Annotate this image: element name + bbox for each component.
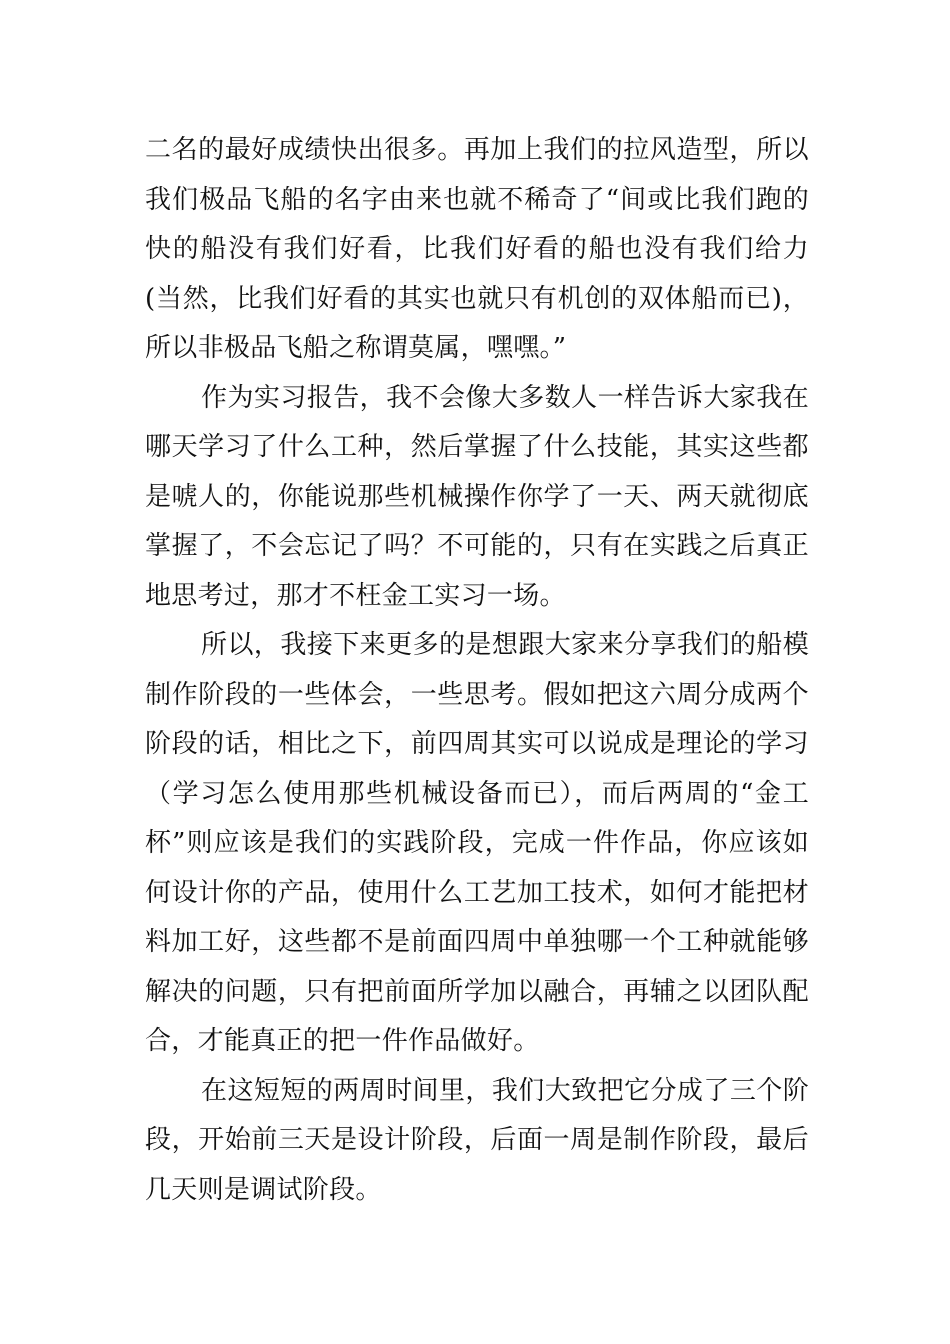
paragraph-ship-model-reflection: 所以，我接下来更多的是想跟大家来分享我们的船模制作阶段的一些体会，一些思考。假如把这六周分成两个阶段的话，相比之下，前四周其实可以说成是理论的学习（学习怎么使用那些机械设备而已），而后两周的“金工杯”则应该是我们的实践阶段，完成一件作品，你应该如何设计你的产品，使用什么工艺加工技术，如何才能把材料加工好，这些都不是前面四周中单独哪一个工种就能够解决的问题，只有把前面所学加以融合，再辅之以团队配合，才能真正的把一件作品做好。 — [145, 630, 809, 1056]
document-body — [145, 126, 809, 1215]
paragraph-continuation: 二名的最好成绩快出很多。再加上我们的拉风造型，所以我们极品飞船的名字由来也就不稀奇了“间或比我们跑的快的船没有我们好看，比我们好看的船也没有我们给力(当然，比我们好看的其实也就只有机创的双体船而已)，所以非极品飞船之称谓莫属，嘿嘿。” — [145, 135, 809, 363]
paragraph-two-week-stages: 在这短短的两周时间里，我们大致把它分成了三个阶段，开始前三天是设计阶段，后面一周是制作阶段，最后几天则是调试阶段。 — [145, 1075, 809, 1205]
paragraph-internship-report: 作为实习报告，我不会像大多数人一样告诉大家我在哪天学习了什么工种，然后掌握了什么技能，其实这些都是唬人的，你能说那些机械操作你学了一天、两天就彻底掌握了，不会忘记了吗？不可能的，只有在实践之后真正地思考过，那才不枉金工实习一场。 — [145, 382, 809, 611]
